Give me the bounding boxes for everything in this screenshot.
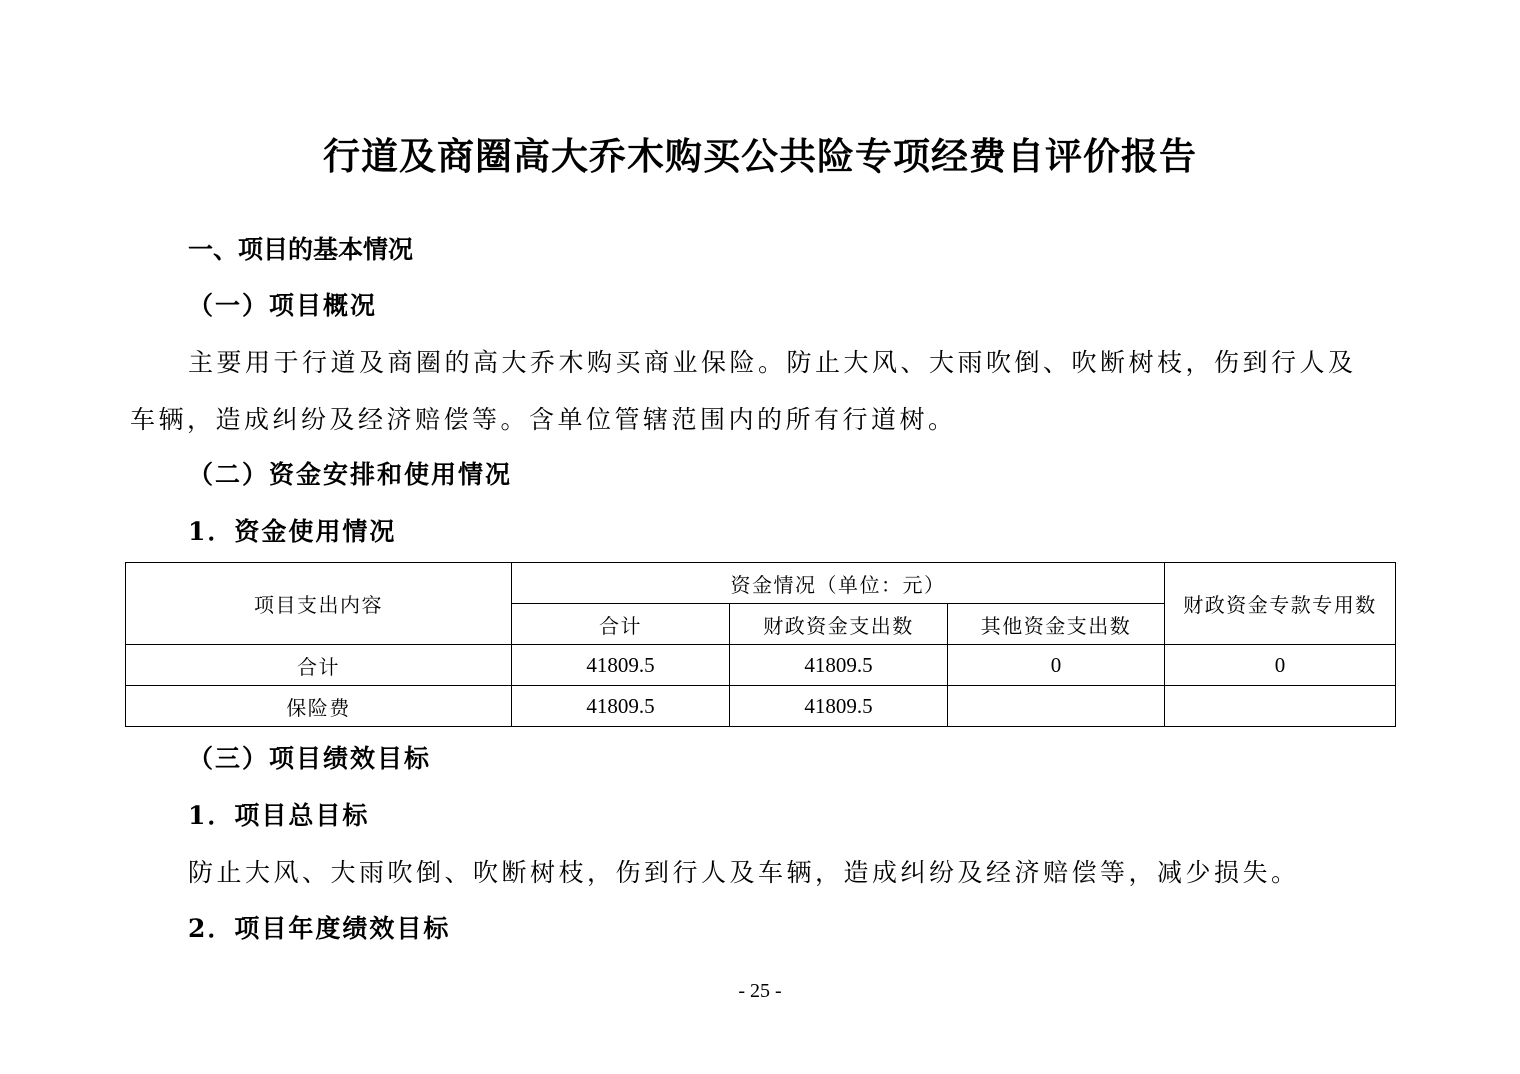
header-item-content: 项目支出内容 [126,563,512,645]
item-heading-annual-goal: 2．项目年度绩效目标 [188,914,451,943]
row-other [948,686,1165,727]
row-other: 0 [948,645,1165,686]
row-total: 41809.5 [512,645,730,686]
table-row [126,645,1396,686]
header-other-expense: 其他资金支出数 [948,604,1165,645]
subsection-heading-funding: （二）资金安排和使用情况 [188,460,513,489]
header-fund-situation: 资金情况（单位：元） [512,563,1165,604]
header-special-use: 财政资金专款专用数 [1165,563,1396,645]
row-special [1165,686,1396,727]
fund-usage-table [125,562,1396,727]
document-title: 行道及商圈高大乔木购买公共险专项经费自评价报告 [323,134,1197,178]
section-heading-basic-info: 一、项目的基本情况 [188,235,414,264]
item-heading-fund-usage: 1．资金使用情况 [188,517,397,546]
row-fiscal: 41809.5 [730,686,948,727]
row-name: 合计 [126,645,512,686]
table-row [126,686,1396,727]
row-name: 保险费 [126,686,512,727]
row-special: 0 [1165,645,1396,686]
subsection-heading-overview: （一）项目概况 [188,291,378,320]
item-heading-overall-goal: 1．项目总目标 [188,801,370,830]
table-header-row [126,563,1396,604]
page-number: - 25 - [738,980,782,1002]
row-fiscal: 41809.5 [730,645,948,686]
overview-paragraph-line1: 主要用于行道及商圈的高大乔木购买商业保险。防止大风、大雨吹倒、吹断树枝，伤到行人及 [188,348,1357,377]
overall-goal-text: 防止大风、大雨吹倒、吹断树枝，伤到行人及车辆，造成纠纷及经济赔偿等，减少损失。 [188,858,1300,887]
overview-paragraph-line2: 车辆，造成纠纷及经济赔偿等。含单位管辖范围内的所有行道树。 [130,405,957,434]
subsection-heading-performance-goals: （三）项目绩效目标 [188,744,432,773]
row-total: 41809.5 [512,686,730,727]
header-total: 合计 [512,604,730,645]
header-fiscal-expense: 财政资金支出数 [730,604,948,645]
